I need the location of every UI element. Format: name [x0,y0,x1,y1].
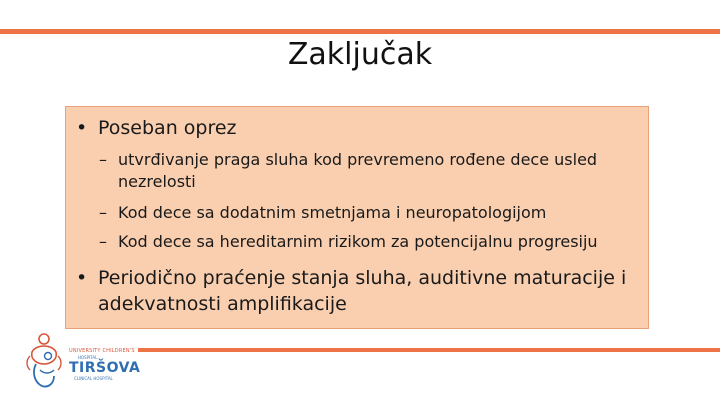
sub-bullet-text: Kod dece sa hereditarnim rizikom za potencijalnu progresiju [118,232,598,251]
logo-line2: HOSPITAL [78,355,98,360]
logo-name: TIRŠOVA [69,360,141,376]
sub-bullet-item [99,149,644,193]
content-box [65,106,649,329]
sub-bullet-marker: – [99,203,107,222]
bullet-text: Periodično praćenje stanja sluha, auditivne maturacije i adekvatnosti amplifikacije [98,267,627,315]
bullet-item [76,265,644,317]
logo-line1: UNIVERSITY CHILDREN'S [69,348,135,354]
slide-title: Zaključak [287,37,433,72]
bottom-accent-rule [138,348,720,352]
children-figure-icon [24,330,70,394]
hospital-logo [24,330,141,394]
sub-bullet-marker: – [99,232,107,251]
logo-line4: CLINICAL HOSPITAL [74,376,113,381]
sub-bullet-item [99,231,644,253]
bullet-text: Poseban oprez [98,117,237,139]
bullet-marker: • [76,267,88,289]
bullet-item [76,115,644,141]
sub-bullet-text: utvrđivanje praga sluha kod prevremeno rođene dece usled nezrelosti [118,150,598,191]
sub-bullet-marker: – [99,150,107,169]
bullet-marker: • [76,117,88,139]
sub-bullet-item [99,202,644,224]
top-accent-rule [0,29,720,34]
sub-bullet-text: Kod dece sa dodatnim smetnjama i neuropatologijom [118,203,547,222]
